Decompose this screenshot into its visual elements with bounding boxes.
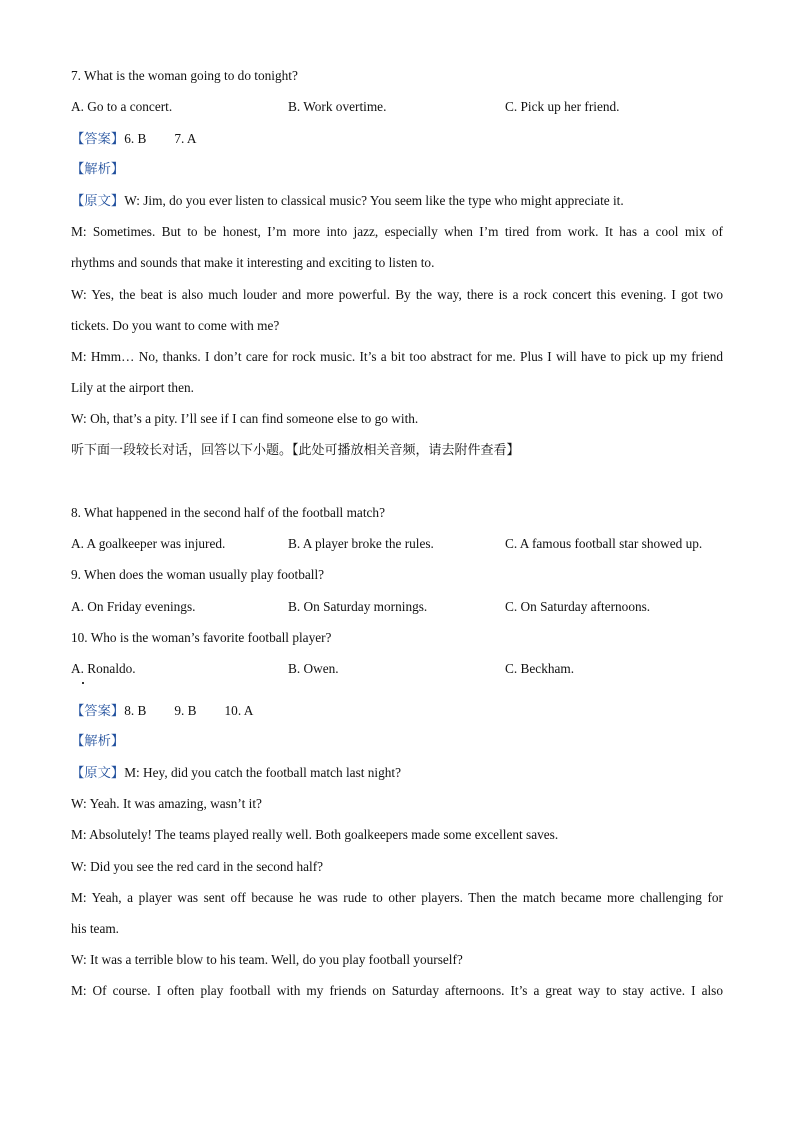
- q8-option-c: C. A famous football star showed up.: [505, 536, 703, 551]
- q8-option-a: A. A goalkeeper was injured.: [71, 536, 226, 551]
- q10-option-b: B. Owen.: [288, 661, 339, 676]
- answer-10: 10. A: [224, 703, 254, 718]
- transcript-2-line-4: W: Did you see the red card in the second half?: [71, 859, 324, 874]
- listening-instruction: 听下面一段较长对话，回答以下小题。【此处可播放相关音频，请去附件查看】: [71, 443, 520, 458]
- question-7: 7. What is the woman going to do tonight?: [71, 68, 298, 83]
- transcript-1-line-8: W: Oh, that’s a pity. I’ll see if I can find someone else to go with.: [71, 411, 419, 426]
- transcript-2-line-5: M: Yeah, a player was sent off because he was rude to other players. Then the match became more challenging for: [71, 890, 723, 905]
- q8-option-b: B. A player broke the rules.: [288, 536, 434, 551]
- q9-option-c: C. On Saturday afternoons.: [505, 599, 651, 614]
- transcript-2-line-7: W: It was a terrible blow to his team. Well, do you play football yourself?: [71, 952, 463, 967]
- transcript-2-line-6: his team.: [71, 921, 120, 936]
- stray-mark: [82, 682, 84, 684]
- answer-8: 8. B: [124, 703, 147, 718]
- transcript-1-line-2: M: Sometimes. But to be honest, I’m more into jazz, especially when I’m tired from work. It has a cool mix of: [71, 224, 723, 239]
- q7-option-a: A. Go to a concert.: [71, 99, 173, 114]
- transcript-2-line-8: M: Of course. I often play football with my friends on Saturday afternoons. It’s a great way to stay active. I also: [71, 983, 723, 998]
- transcript-1-line-5: tickets. Do you want to come with me?: [71, 318, 280, 333]
- analysis-label-1: 【解析】: [71, 162, 125, 177]
- answer-label-2: 【答案】: [71, 704, 125, 719]
- q9-option-a: A. On Friday evenings.: [71, 599, 196, 614]
- answer-7: 7. A: [174, 131, 197, 146]
- q9-option-b: B. On Saturday mornings.: [288, 599, 428, 614]
- q7-option-b: B. Work overtime.: [288, 99, 387, 114]
- question-9: 9. When does the woman usually play football?: [71, 567, 325, 582]
- q10-option-a: A. Ronaldo.: [71, 661, 136, 676]
- transcript-1-line-4: W: Yes, the beat is also much louder and more powerful. By the way, there is a rock concert this evening. I got two: [71, 287, 723, 302]
- answer-line-1: [71, 130, 723, 149]
- transcript-2-line-1: 【原文】M: Hey, did you catch the football match last night?: [71, 765, 402, 781]
- q7-option-c: C. Pick up her friend.: [505, 99, 620, 114]
- transcript-1-line-7: Lily at the airport then.: [71, 380, 194, 395]
- answer-label: 【答案】: [71, 132, 125, 147]
- transcript-1-line-1: 【原文】W: Jim, do you ever listen to classical music? You seem like the type who might appreciate it.: [71, 193, 624, 209]
- transcript-1-line-6: M: Hmm… No, thanks. I don’t care for rock music. It’s a bit too abstract for me. Plus I will have to pick up my friend: [71, 349, 723, 364]
- question-8: 8. What happened in the second half of the football match?: [71, 505, 385, 520]
- answer-line-2: [71, 702, 723, 721]
- transcript-label: 【原文】: [71, 194, 125, 209]
- transcript-1-line-3: rhythms and sounds that make it interesting and exciting to listen to.: [71, 255, 435, 270]
- analysis-label-2: 【解析】: [71, 734, 125, 749]
- transcript-2-line-2: W: Yeah. It was amazing, wasn’t it?: [71, 796, 262, 811]
- answer-9: 9. B: [174, 703, 197, 718]
- transcript-label-2: 【原文】: [71, 766, 125, 781]
- transcript-2-line-3: M: Absolutely! The teams played really well. Both goalkeepers made some excellent saves.: [71, 827, 559, 842]
- q10-option-c: C. Beckham.: [505, 661, 575, 676]
- answer-6: 6. B: [124, 131, 147, 146]
- question-10: 10. Who is the woman’s favorite football player?: [71, 630, 332, 645]
